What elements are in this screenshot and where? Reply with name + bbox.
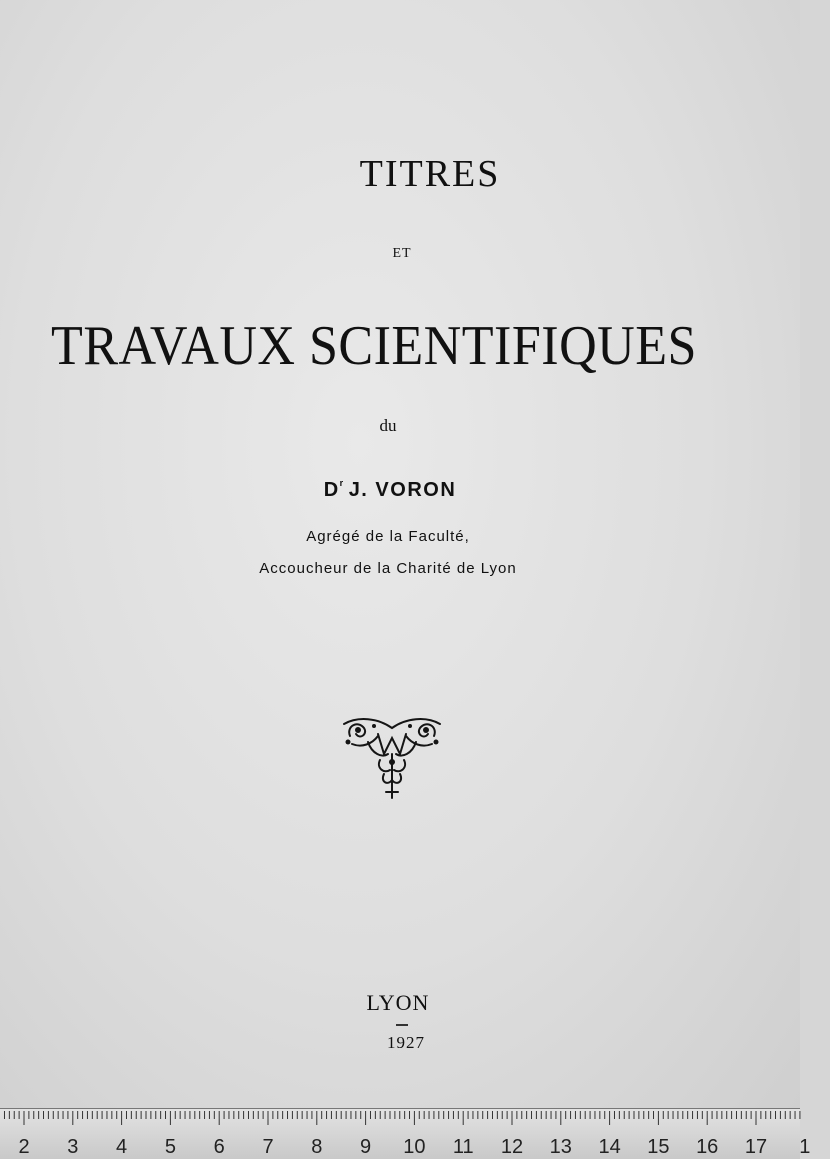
author-prefix-sup: r	[339, 478, 345, 488]
ruler-number: 11	[452, 1136, 474, 1158]
ruler-number: 14	[598, 1136, 621, 1158]
title-line-du: du	[379, 416, 397, 435]
ruler-number: 16	[696, 1136, 719, 1158]
author-name	[0, 478, 790, 502]
ruler-number: 13	[549, 1136, 572, 1158]
ruler-number: 4	[116, 1136, 128, 1158]
ruler-number: 9	[360, 1136, 372, 1158]
ruler-number: 7	[262, 1136, 274, 1158]
author-surname: J. VORON	[348, 479, 457, 501]
ruler-number: 1	[799, 1136, 811, 1158]
ruler-number: 3	[67, 1136, 79, 1158]
measurement-ruler	[0, 1108, 811, 1159]
title-line-titres: TITRES	[359, 153, 501, 195]
author-affiliation-1: Agrégé de la Faculté,	[306, 528, 470, 545]
ruler-number: 10	[403, 1136, 426, 1158]
main-title: TRAVAUX SCIENTIFIQUES	[51, 315, 697, 377]
author-prefix: D	[323, 479, 340, 501]
title-line-et: ET	[392, 246, 412, 261]
ruler-number: 6	[213, 1136, 225, 1158]
author-affiliation-2: Accoucheur de la Charité de Lyon	[259, 560, 517, 577]
ruler-number: 12	[500, 1136, 524, 1158]
ruler-number: 15	[647, 1136, 670, 1158]
floral-vignette-icon	[338, 714, 446, 798]
ruler-number: 8	[311, 1136, 323, 1158]
publication-city: LYON	[366, 990, 430, 1015]
ruler-number: 2	[18, 1136, 30, 1158]
separator-dash	[396, 1024, 408, 1026]
ruler-scale	[0, 1109, 811, 1159]
publication-year: 1927	[387, 1033, 425, 1052]
ruler-number: 17	[744, 1136, 768, 1158]
ruler-number: 5	[164, 1136, 176, 1158]
